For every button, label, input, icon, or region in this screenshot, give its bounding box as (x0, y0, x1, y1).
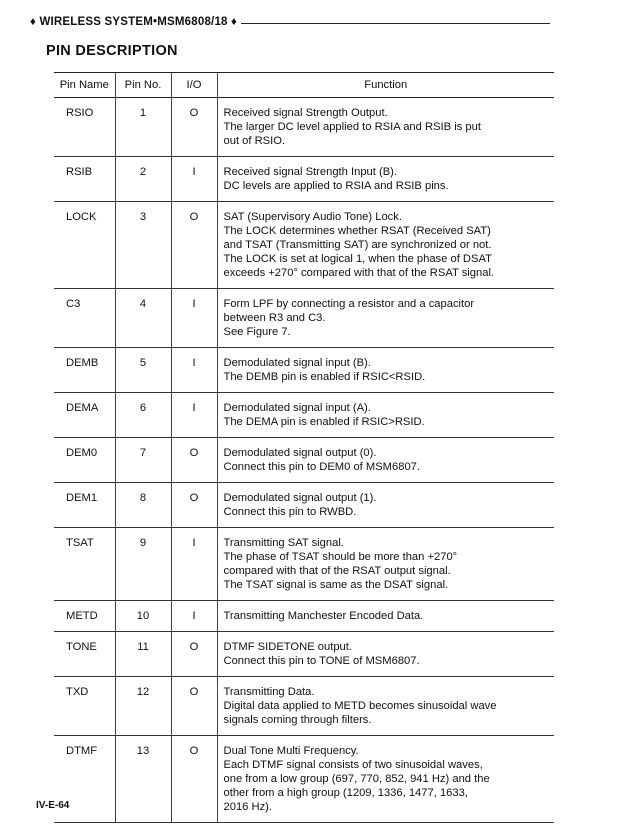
pin-function-cell: Form LPF by connecting a resistor and a capacitor between R3 and C3. See Figure 7. (217, 289, 554, 348)
pin-function-cell: Demodulated signal input (B). The DEMB pin is enabled if RSIC<RSID. (217, 348, 554, 393)
pin-number-cell: 4 (115, 289, 171, 348)
table-row (54, 202, 554, 289)
pin-io-cell: O (171, 483, 217, 528)
pin-number-cell: 11 (115, 632, 171, 677)
page-number: IV-E-64 (36, 800, 70, 811)
table-row (54, 157, 554, 202)
column-header-pin-no: Pin No. (115, 73, 171, 98)
pin-number-cell: 6 (115, 393, 171, 438)
pin-name-cell: TONE (54, 632, 115, 677)
pin-io-cell: O (171, 736, 217, 823)
table-row (54, 348, 554, 393)
pin-function-cell: Demodulated signal output (0). Connect this pin to DEM0 of MSM6807. (217, 438, 554, 483)
series-title: ♦ WIRELESS SYSTEM•MSM6808/18 ♦ (30, 16, 241, 28)
table-header-row (54, 73, 554, 98)
pin-function-cell: DTMF SIDETONE output. Connect this pin to TONE of MSM6807. (217, 632, 554, 677)
column-header-io: I/O (171, 73, 217, 98)
pin-io-cell: I (171, 393, 217, 438)
table-row (54, 677, 554, 736)
pin-name-cell: C3 (54, 289, 115, 348)
page-title: PIN DESCRIPTION (46, 43, 178, 59)
pin-function-cell: SAT (Supervisory Audio Tone) Lock. The LOCK determines whether RSAT (Received SAT) and TSAT (Transmitting SAT) are synchronized or not. The LOCK is set at logical 1, when the phase of DSAT exceeds +270° compared with that of the RSAT signal. (217, 202, 554, 289)
table-row (54, 98, 554, 157)
pin-name-cell: DEMA (54, 393, 115, 438)
table-row (54, 528, 554, 601)
pin-number-cell: 5 (115, 348, 171, 393)
pin-io-cell: O (171, 98, 217, 157)
pin-io-cell: I (171, 289, 217, 348)
pin-io-cell: I (171, 348, 217, 393)
pin-description-table (54, 72, 554, 823)
pin-io-cell: O (171, 202, 217, 289)
pin-function-cell: Received signal Strength Input (B). DC levels are applied to RSIA and RSIB pins. (217, 157, 554, 202)
table-row (54, 632, 554, 677)
pin-name-cell: DEM0 (54, 438, 115, 483)
pin-number-cell: 13 (115, 736, 171, 823)
pin-function-cell: Demodulated signal output (1). Connect this pin to RWBD. (217, 483, 554, 528)
pin-name-cell: RSIB (54, 157, 115, 202)
table-row (54, 601, 554, 632)
pin-io-cell: I (171, 601, 217, 632)
pin-function-cell: Transmitting Data. Digital data applied to METD becomes sinusoidal wave signals coming through filters. (217, 677, 554, 736)
pin-number-cell: 10 (115, 601, 171, 632)
pin-name-cell: TSAT (54, 528, 115, 601)
pin-name-cell: DEMB (54, 348, 115, 393)
pin-function-cell: Transmitting SAT signal. The phase of TSAT should be more than +270° compared with that of the RSAT output signal. The TSAT signal is same as the DSAT signal. (217, 528, 554, 601)
pin-name-cell: DTMF (54, 736, 115, 823)
table-row (54, 736, 554, 823)
pin-function-cell: Dual Tone Multi Frequency. Each DTMF signal consists of two sinusoidal waves, one from a low group (697, 770, 852, 941 Hz) and the other from a high group (1209, 1336, 1477, 1633, 2016 Hz). (217, 736, 554, 823)
pin-number-cell: 2 (115, 157, 171, 202)
pin-name-cell: TXD (54, 677, 115, 736)
pin-name-cell: LOCK (54, 202, 115, 289)
running-header (30, 10, 550, 32)
table-row (54, 289, 554, 348)
pin-number-cell: 1 (115, 98, 171, 157)
table-row (54, 483, 554, 528)
pin-name-cell: RSIO (54, 98, 115, 157)
table-row (54, 393, 554, 438)
column-header-function: Function (217, 73, 554, 98)
pin-io-cell: O (171, 677, 217, 736)
pin-io-cell: O (171, 438, 217, 483)
pin-number-cell: 8 (115, 483, 171, 528)
pin-name-cell: DEM1 (54, 483, 115, 528)
pin-number-cell: 12 (115, 677, 171, 736)
table-body (54, 98, 554, 823)
pin-io-cell: I (171, 157, 217, 202)
pin-function-cell: Demodulated signal input (A). The DEMA pin is enabled if RSIC>RSID. (217, 393, 554, 438)
pin-number-cell: 9 (115, 528, 171, 601)
table-row (54, 438, 554, 483)
pin-io-cell: I (171, 528, 217, 601)
pin-name-cell: METD (54, 601, 115, 632)
pin-number-cell: 3 (115, 202, 171, 289)
pin-io-cell: O (171, 632, 217, 677)
pin-function-cell: Received signal Strength Output. The larger DC level applied to RSIA and RSIB is put out of RSIO. (217, 98, 554, 157)
column-header-pin-name: Pin Name (54, 73, 115, 98)
pin-number-cell: 7 (115, 438, 171, 483)
pin-function-cell: Transmitting Manchester Encoded Data. (217, 601, 554, 632)
